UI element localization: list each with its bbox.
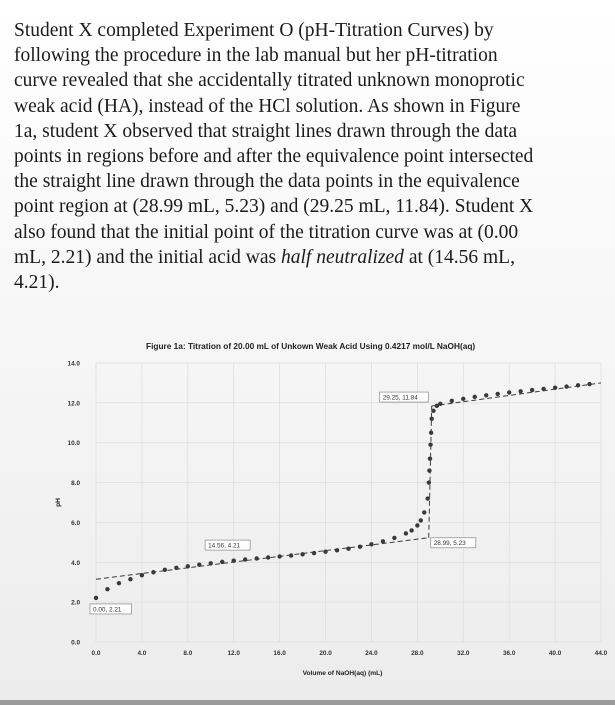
x-tick-label: 0.0 [91, 650, 101, 657]
annotation-label: 28.99, 5.23 [433, 540, 466, 548]
annotation-label: 0.00, 2.21 [93, 606, 122, 614]
text-segment: at (14.56 mL, [403, 246, 515, 268]
y-tick-label: 2.0 [71, 599, 80, 607]
data-point [243, 557, 247, 561]
titration-chart [52, 334, 615, 700]
x-tick-label: 12.0 [227, 650, 240, 657]
emphasized-phrase: half neutralized [280, 246, 404, 268]
data-point [530, 388, 534, 392]
y-tick-label: 8.0 [71, 480, 80, 488]
x-tick-label: 24.0 [365, 650, 378, 657]
text-line: also found that the initial point of the titration curve was at (0.00 [14, 221, 519, 243]
text-line: points in regions before and after the equivalence point intersected [14, 146, 534, 168]
text-line: following the procedure in the lab manual but her pH-titration [14, 45, 498, 67]
grid [96, 363, 601, 642]
x-tick-label: 28.0 [411, 650, 424, 657]
data-point [117, 581, 121, 585]
problem-paragraph [14, 18, 604, 295]
text-line: Student X completed Experiment O (pH-Titration Curves) by [14, 20, 494, 41]
data-point [429, 431, 433, 435]
data-point [427, 480, 431, 484]
text-segment: mL, 2.21) and the initial acid was [14, 246, 281, 268]
data-point [197, 562, 201, 566]
tick-labels [68, 361, 608, 658]
data-point [232, 558, 236, 562]
data-point [369, 542, 373, 546]
x-tick-label: 36.0 [502, 650, 516, 657]
data-point [277, 554, 281, 558]
x-axis-label: Volume of NaOH(aq) (mL) [302, 670, 383, 677]
text-line: point region at (28.99 mL, 5.23) and (29.25 mL, 11.84). Student X [14, 196, 534, 218]
y-tick-label: 12.0 [67, 400, 80, 408]
data-point [404, 531, 408, 535]
x-tick-label: 40.0 [548, 650, 562, 657]
x-tick-label: 32.0 [457, 650, 470, 657]
data-point [346, 547, 350, 551]
data-point [220, 560, 224, 564]
data-point [151, 570, 155, 574]
x-tick-label: 4.0 [137, 650, 147, 657]
text-line: the straight line drawn through the data points in the equivalence [14, 171, 520, 193]
data-point [186, 564, 190, 568]
data-point [430, 417, 434, 421]
data-point [431, 409, 435, 413]
x-tick-label: 16.0 [273, 650, 286, 657]
data-point [419, 518, 423, 522]
data-point [415, 523, 419, 527]
x-tick-label: 8.0 [183, 650, 193, 657]
y-tick-label: 0.0 [71, 639, 80, 647]
x-tick-label: 44.0 [594, 650, 608, 657]
data-point [358, 545, 362, 549]
data-point [140, 573, 144, 577]
text-line [14, 245, 604, 270]
data-point [425, 496, 429, 500]
data-point [450, 399, 454, 403]
data-point [427, 468, 431, 472]
data-point [409, 528, 413, 532]
data-point [587, 382, 591, 386]
data-point [128, 577, 132, 581]
data-point [518, 389, 522, 393]
data-point [254, 556, 258, 560]
data-point [553, 386, 557, 390]
y-tick-label: 14.0 [67, 360, 80, 368]
titration-figure [52, 334, 615, 700]
data-point [289, 553, 293, 557]
y-axis-label: pH [55, 498, 62, 507]
annotation-label: 14.56, 4.21 [208, 542, 241, 550]
text-line: 1a, student X observed that straight lines drawn through the data [14, 120, 518, 142]
y-tick-label: 6.0 [71, 519, 80, 527]
data-points [94, 382, 592, 600]
annotations [90, 392, 476, 614]
data-point [576, 383, 580, 387]
data-point [428, 443, 432, 447]
data-point [94, 596, 98, 600]
data-point [381, 539, 385, 543]
y-tick-label: 4.0 [71, 559, 80, 567]
data-point [323, 550, 327, 554]
x-tick-label: 20.0 [319, 650, 332, 657]
data-point [266, 555, 270, 559]
chart-title: Figure 1a: Titration of 20.00 mL of Unkown Weak Acid Using 0.4217 mol/L NaOH(aq) [146, 341, 476, 351]
data-point [496, 392, 500, 396]
text-line: 4.21). [14, 272, 60, 294]
data-point [392, 536, 396, 540]
data-point [312, 551, 316, 555]
data-point [484, 393, 488, 397]
annotation-label: 29.25, 11.84 [382, 394, 418, 402]
data-point [300, 552, 304, 556]
data-point [335, 548, 339, 552]
data-point [174, 566, 178, 570]
text-line: curve revealed that she accidentally titrated unknown monoprotic [14, 70, 525, 92]
data-point [507, 390, 511, 394]
data-point [438, 402, 442, 406]
data-point [541, 387, 545, 391]
data-point [428, 456, 432, 460]
data-point [564, 384, 568, 388]
y-tick-label: 10.0 [67, 440, 80, 448]
fit-line [96, 538, 429, 579]
data-point [473, 395, 477, 399]
data-point [461, 397, 465, 401]
data-point [163, 568, 167, 572]
data-point [209, 561, 213, 565]
data-point [422, 510, 426, 514]
data-point [105, 587, 109, 591]
text-line: weak acid (HA), instead of the HCl solution. As shown in Figure [14, 95, 521, 117]
